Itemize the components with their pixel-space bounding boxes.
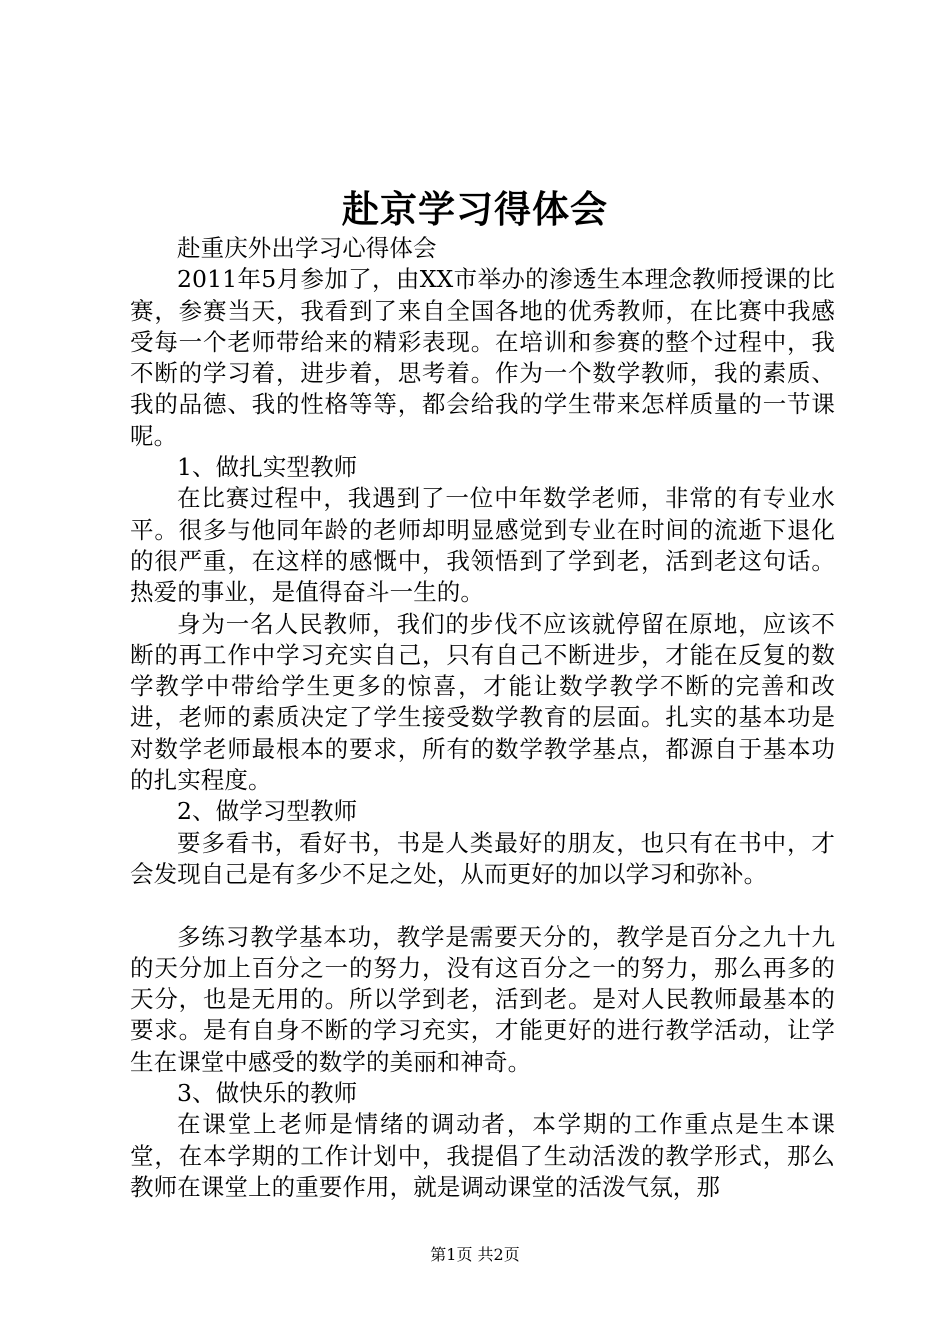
section-heading: 2、做学习型教师 (177, 797, 358, 826)
blank-line (130, 890, 835, 921)
body-paragraph: 要多看书，看好书，书是人类最好的朋友，也只有在书中，才会发现自己是有多少不足之处，从而更好的加以学习和弥补。 (130, 828, 835, 888)
page-footer: 第1页 共2页 (430, 1245, 520, 1264)
body-paragraph: 身为一名人民教师，我们的步伐不应该就停留在原地，应该不断的再工作中学习充实自己，只有自己不断进步，才能在反复的数学教学中带给学生更多的惊喜，才能让数学教学不断的完善和改进，老师的素质决定了学生接受数学教育的层面。扎实的基本功是对数学老师最根本的要求，所有的数学教学基点，都源自于基本功的扎实程度。 (130, 609, 835, 795)
section-heading: 1、做扎实型教师 (177, 453, 358, 482)
body-paragraph: 在比赛过程中，我遇到了一位中年数学老师，非常的有专业水平。很多与他同年龄的老师却明显感觉到专业在时间的流逝下退化的很严重，在这样的感慨中，我领悟到了学到老，活到老这句话。热爱的事业，是值得奋斗一生的。 (130, 484, 835, 607)
body-paragraph: 在课堂上老师是情绪的调动者，本学期的工作重点是生本课堂，在本学期的工作计划中，我提倡了生动活泼的教学形式，那么教师在课堂上的重要作用，就是调动课堂的活泼气氛，那 (130, 1110, 835, 1201)
body-paragraph: 多练习教学基本功，教学是需要天分的，教学是百分之九十九的天分加上百分之一的努力，没有这百分之一的努力，那么再多的天分，也是无用的。所以学到老，活到老。是对人民教师最基本的要求。是有自身不断的学习充实，才能更好的进行教学活动，让学生在课堂中感受的数学的美丽和神奇。 (130, 922, 835, 1076)
document-body (130, 233, 835, 1203)
document-title: 赴京学习得体会 (342, 187, 608, 231)
subtitle-paragraph: 赴重庆外出学习心得体会 (177, 234, 437, 262)
section-heading: 3、做快乐的教师 (177, 1079, 358, 1108)
body-paragraph: 2011年5月参加了，由XX市举办的渗透生本理念教师授课的比赛，参赛当天，我看到了来自全国各地的优秀教师，在比赛中我感受每一个老师带给来的精彩表现。在培训和参赛的整个过程中，我不断的学习着，进步着，思考着。作为一个数学教师，我的素质、我的品德、我的性格等等，都会给我的学生带来怎样质量的一节课呢。 (130, 265, 835, 450)
